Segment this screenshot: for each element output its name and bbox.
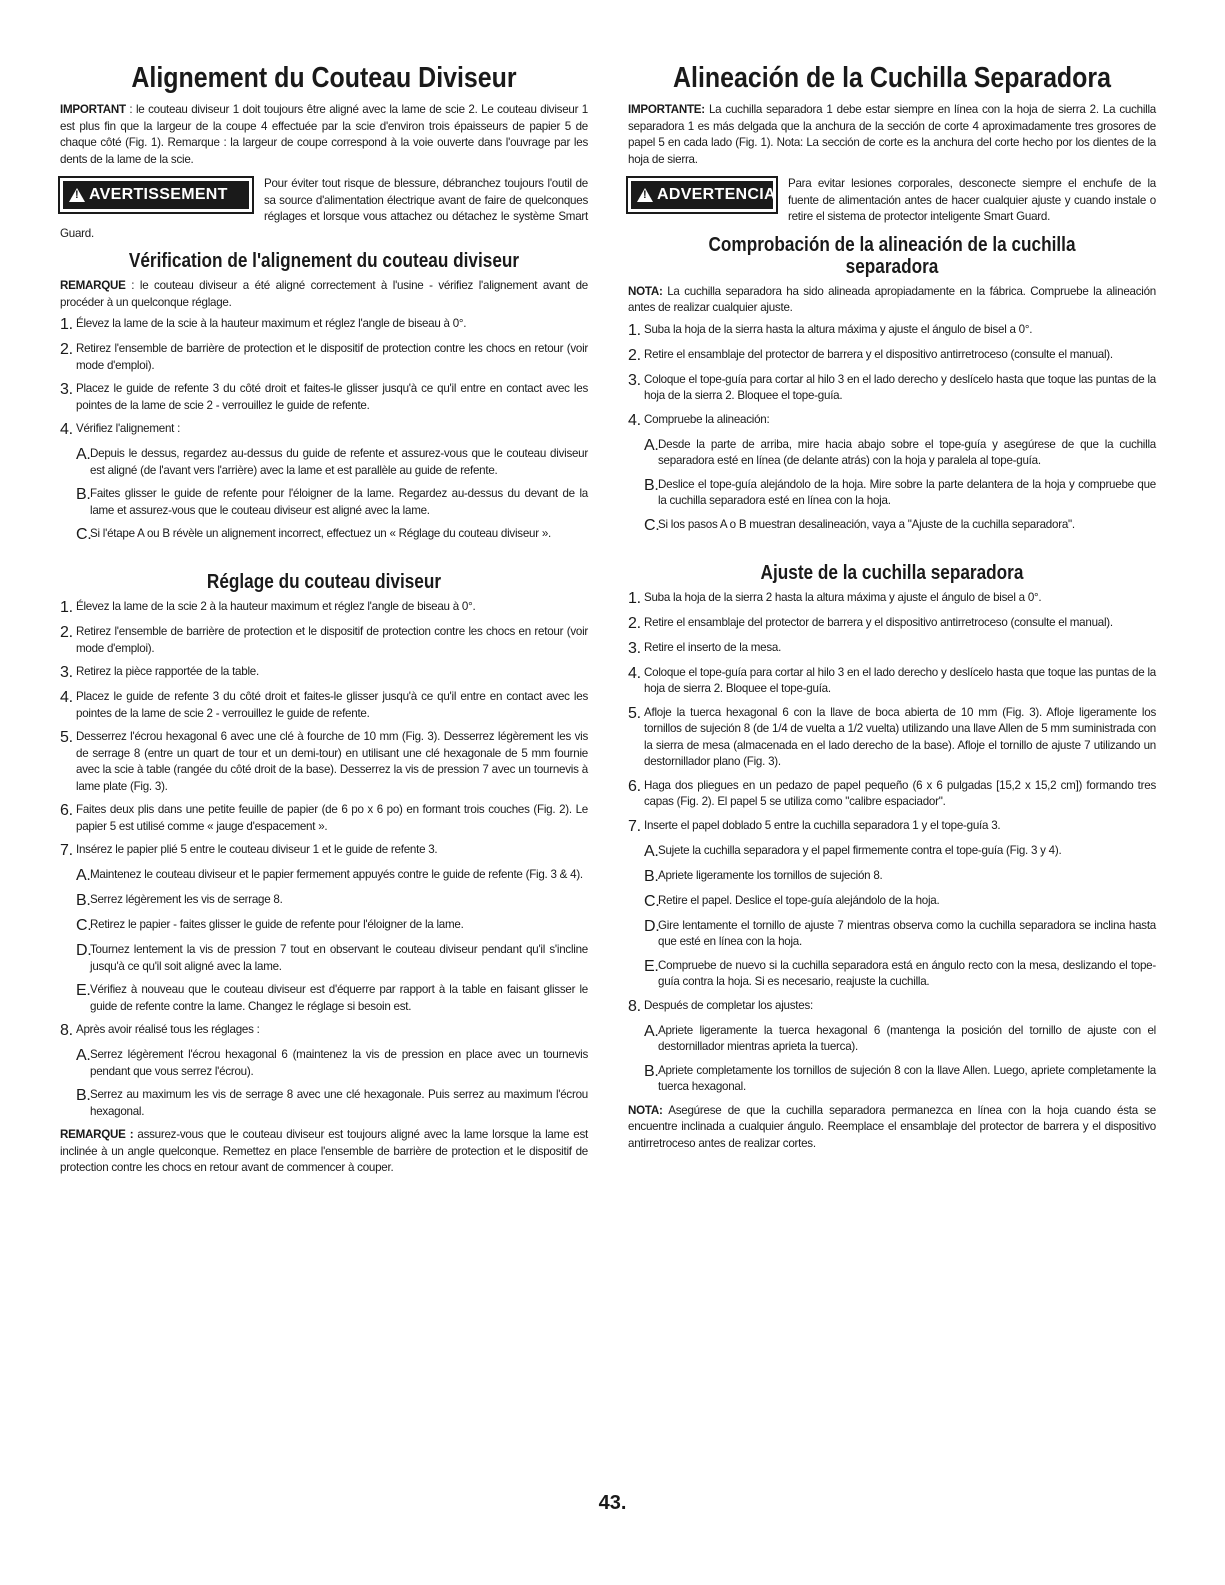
step-number: 4.: [60, 689, 73, 706]
note-label: NOTA:: [628, 284, 663, 298]
important-paragraph-es: [628, 102, 1156, 168]
step-number: 5.: [628, 704, 641, 722]
step-text: Inserte el papel doblado 5 entre la cuchilla separadora 1 y el tope-guía 3.: [644, 818, 1001, 832]
warning-block-es: [628, 176, 1156, 226]
step-number: 4.: [628, 664, 641, 682]
substep-text: Vérifiez à nouveau que le couteau diviseur est d'équerre par rapport à la table en faisant glisser le guide de refente contre la lame. Changez le réglage si besoin est.: [90, 983, 588, 1013]
substep-letter: B.: [76, 892, 91, 909]
step-text: Placez le guide de refente 3 du côté droit et faites-le glisser jusqu'à ce qu'il entre en contact avec les pointes de la lame de scie 2 - verrouillez le guide de refente.: [76, 382, 588, 412]
step-number: 8.: [628, 997, 641, 1015]
substep-text: Serrez au maximum les vis de serrage 8 avec une clé hexagonale. Puis serrez au maximum l'écrou hexagonal.: [90, 1088, 588, 1118]
list-item: [60, 316, 588, 334]
list-item: [628, 615, 1156, 633]
substep-letter: A.: [644, 1022, 659, 1040]
list-item: [644, 918, 1156, 951]
warning-triangle-icon: [69, 188, 85, 202]
warning-triangle-icon: [637, 188, 653, 202]
list-item: [644, 893, 1156, 911]
warning-badge: [628, 178, 776, 212]
step-number: 5.: [60, 729, 73, 746]
substep-letter: D.: [76, 942, 92, 959]
section-heading-es-2: Ajuste de la cuchilla separadora: [760, 561, 1024, 584]
note-text: Asegúrese de que la cuchilla separadora permanezca en línea con la hoja cuando ésta se encuentre inclinada a cualquier ángulo. Reemplace el ensamblaje del protector de barrera y el dispositivo antirretroceso antes de realizar cortes.: [628, 1103, 1156, 1150]
substep-text: Faites glisser le guide de refente pour l'éloigner de la lame. Regardez au-dessus du devant de la lame et assurez-vous que le couteau diviseur est aligné avec la lame.: [90, 487, 588, 517]
substep-text: Apriete ligeramente la tuerca hexagonal 6 (mantenga la posición del tornillo de ajuste con el destornillador mientras aprieta la tuerca).: [658, 1023, 1156, 1053]
list-item: [644, 517, 1156, 535]
note-text: assurez-vous que le couteau diviseur est toujours aligné avec la lame lorsque la lame est inclinée à un angle quelconque. Remettez en place l'ensemble de barrière de protection et le dispositif de protection contre les chocs en retour avant de commencer à couper.: [60, 1128, 588, 1174]
step-number: 6.: [60, 802, 73, 819]
section-heading-es-1: Comprobación de la alineación de la cuchilla separadora: [708, 233, 1076, 278]
step-number: 6.: [628, 777, 641, 795]
step-number: 2.: [60, 624, 73, 641]
list-item: [644, 958, 1156, 991]
substep-letter: C.: [76, 917, 92, 934]
list-item: [60, 664, 588, 682]
step-text: Placez le guide de refente 3 du côté droit et faites-le glisser jusqu'à ce qu'il entre en contact avec les pointes de la lame de scie 2 - verrouillez le guide de refente.: [76, 690, 588, 720]
steps-list-es-2: [628, 590, 1156, 1096]
substep-text: Tournez lentement la vis de pression 7 tout en observant le couteau diviseur pendant qu'il s'incline jusqu'à ce qu'il soit aligné avec la lame.: [90, 943, 588, 973]
note-paragraph-fr: [60, 278, 588, 311]
step-number: 8.: [60, 1022, 73, 1039]
step-text: Coloque el tope-guía para cortar al hilo 3 en el lado derecho y deslícelo hasta que toque las puntas de la hoja de la sierra 2. Bloquee el tope-guía.: [644, 372, 1156, 402]
step-text: Après avoir réalisé tous les réglages :: [76, 1023, 260, 1036]
substep-text: Serrez légèrement l'écrou hexagonal 6 (maintenez la vis de pression en place avec un tournevis pendant que vous serrez l'écrou).: [90, 1048, 588, 1078]
list-item: [76, 942, 588, 975]
step-number: 7.: [60, 842, 73, 859]
step-text: Retire el ensamblaje del protector de barrera y el dispositivo antirretroceso (consulte el manual).: [644, 347, 1113, 361]
step-number: 3.: [628, 639, 641, 657]
substep-letter: C.: [644, 516, 660, 534]
list-item: [60, 381, 588, 414]
list-item: [76, 526, 588, 544]
important-text: La cuchilla separadora 1 debe estar siempre en línea con la hoja de sierra 2. La cuchilla separadora 1 es más delgada que la anchura de la sección de corte 4 aproximadamente tres grosores de papel 5 en cada lado (Fig. 1). Nota: La sección de corte es la anchura del corte hecho por los dientes de la hoja de sierra.: [628, 103, 1156, 166]
list-item: [628, 372, 1156, 405]
page-title-fr: Alignement du Couteau Diviseur: [131, 62, 517, 94]
warning-badge: [60, 178, 252, 212]
warning-badge-label: ADVERTENCIA: [657, 186, 776, 203]
important-text: : le couteau diviseur 1 doit toujours être aligné avec la lame de scie 2. Le couteau diviseur 1 est plus fin que la largeur de la coupe 4 effectuée par la scie d'environ trois épaisseurs de papier 5 de chaque côté (Fig. 1). Remarque : la largeur de coupe correspond à la voie ouverte dans l'ouvrage par les dents de la lame de la scie.: [60, 103, 588, 166]
steps-list-fr-2: [60, 599, 588, 1120]
step-number: 3.: [60, 381, 73, 398]
step-number: 2.: [628, 346, 641, 364]
step-number: 3.: [60, 664, 73, 681]
step-text: Retirez l'ensemble de barrière de protection et le dispositif de protection contre les chocs en retour (voir mode d'emploi).: [76, 342, 588, 372]
step-number: 2.: [60, 341, 73, 358]
step-text: Faites deux plis dans une petite feuille de papier (de 6 po x 6 po) en formant trois couches (Fig. 2). Le papier 5 est utilisé comme « jauge d'espacement ».: [76, 803, 588, 833]
substep-letter: E.: [644, 957, 659, 975]
list-item: [644, 1023, 1156, 1056]
list-item: [76, 982, 588, 1015]
step-number: 2.: [628, 614, 641, 632]
list-item: [644, 1063, 1156, 1096]
list-item: [644, 843, 1156, 861]
substep-letter: C.: [644, 892, 660, 910]
step-text: Después de completar los ajustes:: [644, 998, 813, 1012]
substep-text: Depuis le dessus, regardez au-dessus du guide de refente et assurez-vous que le couteau diviseur est aligné (de l'avant vers l'arrière) avec la lame et est parallèle au guide de refente.: [90, 447, 588, 477]
final-note-es: [628, 1103, 1156, 1153]
list-item: [628, 322, 1156, 340]
note-label: NOTA:: [628, 1103, 663, 1117]
note-text: : le couteau diviseur a été aligné correctement à l'usine - vérifiez l'alignement avant de procéder à un quelconque réglage.: [60, 279, 588, 309]
substep-text: Serrez légèrement les vis de serrage 8.: [90, 893, 283, 906]
step-text: Desserrez l'écrou hexagonal 6 avec une clé à fourche de 10 mm (Fig. 3). Desserrez légèrement les vis de serrage 8 (entre un quart de tour et un demi-tour) en utilisant une clé hexagonale de 5 mm fournie avec la scie à table (rangée du côté droit de la base). Desserrez la vis de pression 7 avec un tournevis à lame plate (Fig. 3).: [76, 730, 588, 793]
list-item: [644, 477, 1156, 510]
substep-text: Sujete la cuchilla separadora y el papel firmemente contra el tope-guía (Fig. 3 y 4).: [658, 843, 1062, 857]
substep-letter: B.: [644, 867, 659, 885]
list-item: [76, 1087, 588, 1120]
step-text: Élevez la lame de la scie à la hauteur maximum et réglez l'angle de biseau à 0°.: [76, 317, 467, 330]
substep-letter: B.: [644, 1062, 659, 1080]
step-text: Retire el inserto de la mesa.: [644, 640, 782, 654]
substep-letter: A.: [644, 436, 659, 454]
substep-letter: B.: [76, 486, 91, 503]
list-item: [60, 341, 588, 374]
warning-block-fr: [60, 176, 588, 242]
list-item: [628, 778, 1156, 811]
step-number: 1.: [628, 321, 641, 339]
substep-text: Apriete ligeramente los tornillos de sujeción 8.: [658, 868, 883, 882]
step-text: Retire el ensamblaje del protector de barrera y el dispositivo antirretroceso (consulte el manual).: [644, 615, 1113, 629]
step-text: Suba la hoja de la sierra hasta la altura máxima y ajuste el ángulo de bisel a 0°.: [644, 322, 1033, 336]
list-item: [628, 412, 1156, 430]
note-label: REMARQUE :: [60, 1128, 134, 1141]
list-item: [76, 486, 588, 519]
step-number: 1.: [60, 316, 73, 333]
substep-text: Compruebe de nuevo si la cuchilla separadora está en ángulo recto con la mesa, deslizando el tope-guía contra la hoja. Si es necesario, reajuste la cuchilla.: [658, 958, 1156, 988]
list-item: [76, 1047, 588, 1080]
page-title-es: Alineación de la Cuchilla Separadora: [673, 62, 1111, 94]
final-note-fr: [60, 1127, 588, 1177]
step-number: 4.: [628, 411, 641, 429]
list-item: [60, 729, 588, 795]
step-text: Insérez le papier plié 5 entre le couteau diviseur 1 et le guide de refente 3.: [76, 843, 438, 856]
list-item: [628, 818, 1156, 836]
substep-text: Deslice el tope-guía alejándolo de la hoja. Mire sobre la parte delantera de la hoja y compruebe que la cuchilla separadora esté en línea con la hoja.: [658, 477, 1156, 507]
substep-letter: C.: [76, 526, 92, 543]
list-item: [644, 868, 1156, 886]
steps-list-es-1: [628, 322, 1156, 535]
list-item: [628, 347, 1156, 365]
substep-text: Maintenez le couteau diviseur et le papier fermement appuyés contre le guide de refente (Fig. 3 & 4).: [90, 868, 583, 881]
list-item: [628, 640, 1156, 658]
step-text: Haga dos pliegues en un pedazo de papel pequeño (6 x 6 pulgadas [15,2 x 15,2 cm]) formando tres capas (Fig. 2). El papel 5 se utiliza como "calibre espaciador".: [644, 778, 1156, 808]
step-text: Suba la hoja de la sierra 2 hasta la altura máxima y ajuste el ángulo de bisel a 0°.: [644, 590, 1042, 604]
list-item: [60, 624, 588, 657]
step-text: Compruebe la alineación:: [644, 412, 770, 426]
step-text: Afloje la tuerca hexagonal 6 con la llave de boca abierta de 10 mm (Fig. 3). Afloje ligeramente los tornillos de sujeción 8 (de 1/4 de vuelta a 1/2 vuelta) utilizando una llave Allen de 5 mm suministrada con la sierra de mesa (almacenada en el lado derecho de la base). Afloje el tornillo de ajuste 7 utilizando un destornillador plano (Fig. 3).: [644, 705, 1156, 768]
section-heading-fr-1: Vérification de l'alignement du couteau diviseur: [128, 250, 520, 272]
french-column: [60, 60, 588, 1182]
list-item: [60, 802, 588, 835]
list-item: [628, 998, 1156, 1016]
step-text: Retirez la pièce rapportée de la table.: [76, 665, 259, 678]
step-number: 4.: [60, 421, 73, 438]
substep-letter: E.: [76, 982, 91, 999]
substep-text: Gire lentamente el tornillo de ajuste 7 mientras observa como la cuchilla separadora se inclina hasta que esté en línea con la hoja.: [658, 918, 1156, 948]
step-text: Retirez l'ensemble de barrière de protection et le dispositif de protection contre les chocs en retour (voir mode d'emploi).: [76, 625, 588, 655]
substep-letter: A.: [76, 1047, 91, 1064]
spanish-column: [628, 60, 1156, 1157]
important-label: IMPORTANT: [60, 103, 126, 116]
substep-text: Si l'étape A ou B révèle un alignement incorrect, effectuez un « Réglage du couteau diviseur ».: [90, 527, 551, 540]
list-item: [60, 1022, 588, 1040]
list-item: [60, 689, 588, 722]
substep-text: Retirez le papier - faites glisser le guide de refente pour l'éloigner de la lame.: [90, 918, 464, 931]
substep-letter: D.: [644, 917, 660, 935]
substep-letter: A.: [644, 842, 659, 860]
step-text: Coloque el tope-guía para cortar al hilo 3 en el lado derecho y deslícelo hasta que toque las puntas de la hoja de sierra 2. Bloquee el tope-guía.: [644, 665, 1156, 695]
section-heading-fr-2: Réglage du couteau diviseur: [206, 571, 442, 593]
steps-list-fr-1: [60, 316, 588, 544]
warning-text: Pour éviter tout risque de blessure, débranchez toujours l'outil de sa source d'alimentation électrique avant de faire de quelconques réglages et lorsque vous attachez ou détachez le système Smart Guard.: [60, 177, 588, 240]
list-item: [60, 421, 588, 439]
list-item: [644, 437, 1156, 470]
warning-text: Para evitar lesiones corporales, desconecte siempre el enchufe de la fuente de alimentación antes de hacer cualquier ajuste y cuando instale o retire el sistema de protector inteligente Smart Guard.: [788, 177, 1156, 223]
substep-letter: B.: [76, 1087, 91, 1104]
warning-badge-label: AVERTISSEMENT: [89, 186, 228, 203]
note-paragraph-es: [628, 284, 1156, 317]
substep-text: Retire el papel. Deslice el tope-guía alejándolo de la hoja.: [658, 893, 940, 907]
step-text: Vérifiez l'alignement :: [76, 422, 181, 435]
list-item: [76, 867, 588, 885]
list-item: [628, 705, 1156, 771]
note-text: La cuchilla separadora ha sido alineada apropiadamente en la fábrica. Compruebe la alineación antes de realizar cualquier ajuste.: [628, 284, 1156, 314]
substep-text: Si los pasos A o B muestran desalineación, vaya a "Ajuste de la cuchilla separadora".: [658, 517, 1075, 531]
important-label: IMPORTANTE:: [628, 103, 705, 116]
list-item: [628, 665, 1156, 698]
substep-text: Desde la parte de arriba, mire hacia abajo sobre el tope-guía y asegúrese de que la cuchilla separadora esté en línea (de delante atrás) con la hoja y paralela al tope-guía.: [658, 437, 1156, 467]
step-text: Élevez la lame de la scie 2 à la hauteur maximum et réglez l'angle de biseau à 0°.: [76, 600, 476, 613]
step-number: 1.: [628, 589, 641, 607]
list-item: [76, 446, 588, 479]
page-number: 43.: [598, 1492, 627, 1514]
important-paragraph-fr: [60, 102, 588, 168]
substep-text: Apriete completamente los tornillos de sujeción 8 con la llave Allen. Luego, apriete completamente la tuerca hexagonal.: [658, 1063, 1156, 1093]
step-number: 3.: [628, 371, 641, 389]
list-item: [60, 842, 588, 860]
substep-letter: A.: [76, 867, 91, 884]
note-label: REMARQUE: [60, 279, 126, 292]
list-item: [60, 599, 588, 617]
list-item: [628, 590, 1156, 608]
substep-letter: A.: [76, 446, 91, 463]
step-number: 1.: [60, 599, 73, 616]
substep-letter: B.: [644, 476, 659, 494]
list-item: [76, 892, 588, 910]
list-item: [76, 917, 588, 935]
step-number: 7.: [628, 817, 641, 835]
